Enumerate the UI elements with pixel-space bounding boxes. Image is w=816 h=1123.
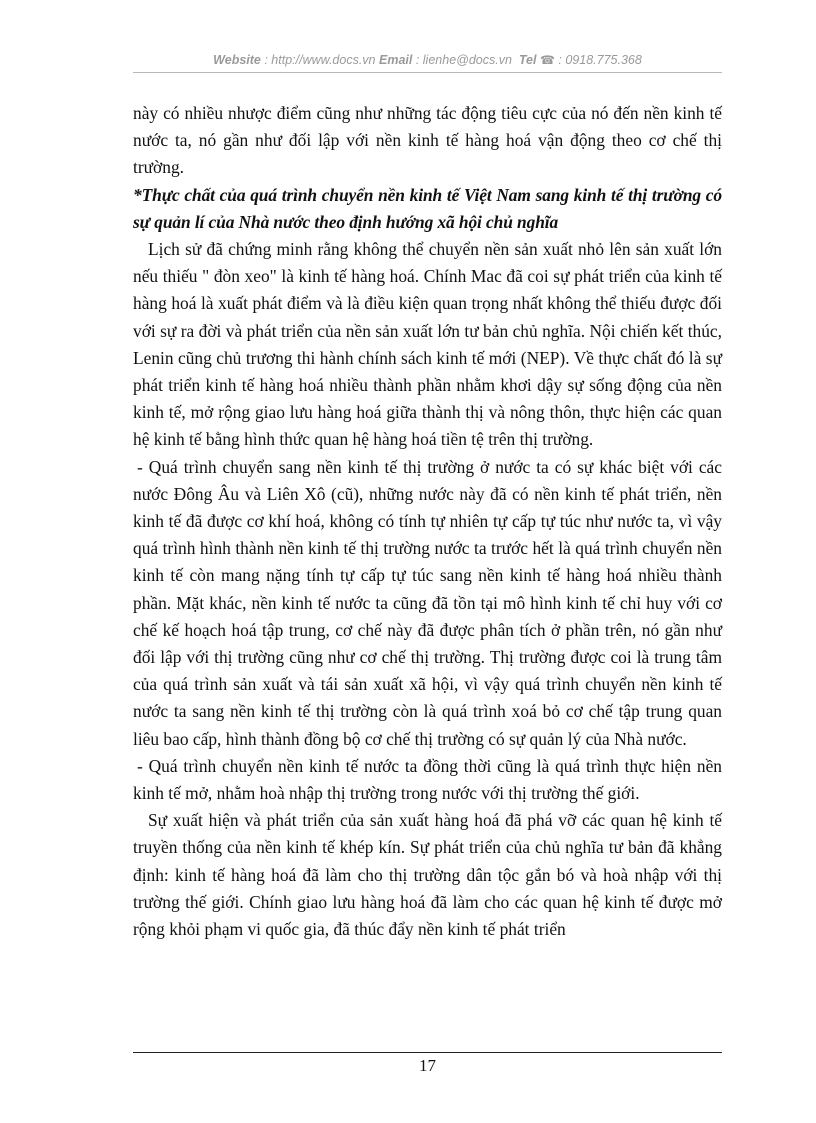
website-separator: : <box>260 53 272 67</box>
paragraph-commodity-production: Sự xuất hiện và phát triển của sản xuất hàng hoá đã phá vỡ các quan hệ kinh tế truyền thống của nền kinh tế khép kín. Sự phát triển của chủ nghĩa tư bản đã khẳng định: kinh tế hàng hoá đã làm cho thị trường dân tộc gắn bó và hoà nhập với thị trường thế giới. Chính giao lưu hàng hoá đã làm cho các quan hệ kinh tế được mở rộng khỏi phạm vi quốc gia, đã thúc đẩy nền kinh tế phát triển <box>133 810 722 940</box>
tel-number: 0918.775.368 <box>565 53 642 67</box>
page-number: 17 <box>419 1056 436 1075</box>
email-separator: : <box>412 53 423 67</box>
website-label: Website <box>213 53 261 67</box>
paragraph-history: Lịch sử đã chứng minh rằng không thể chuyển nền sản xuất nhỏ lên sản xuất lớn nếu thiếu " đòn xeo" là kinh tế hàng hoá. Chính Mac đã coi sự phát triển của kinh tế hàng hoá là xuất phát điểm và là điều kiện quan trọng nhất không thể thiếu được đối với sự ra đời và phát triển của nền sản xuất lớn tư bản chủ nghĩa. Nội chiến kết thúc, Lenin cũng chủ trương thi hành chính sách kinh tế mới (NEP). Về thực chất đó là sự phát triển kinh tế hàng hoá nhiều thành phần nhằm khơi dậy sự sống động của nền kinh tế, mở rộng giao lưu hàng hoá giữa thành thị và nông thôn, thực hiện các quan hệ kinh tế bằng hình thức quan hệ hàng hoá tiền tệ trên thị trường. <box>133 239 722 450</box>
page-header <box>133 50 722 73</box>
document-body <box>133 100 722 943</box>
email-address-link[interactable]: lienhe@docs.vn <box>422 53 512 67</box>
section-heading: *Thực chất của quá trình chuyển nền kinh tế Việt Nam sang kinh tế thị trường có sự quản lí của Nhà nước theo định hướng xã hội chủ nghĩa <box>133 184 722 232</box>
paragraph-open-economy: - Quá trình chuyển nền kinh tế nước ta đồng thời cũng là quá trình thực hiện nền kinh tế mở, nhằm hoà nhập thị trường trong nước với thị trường thế giới. <box>133 755 722 804</box>
paragraph-transition-difference: - Quá trình chuyển sang nền kinh tế thị trường ở nước ta có sự khác biệt với các nước Đông Âu và Liên Xô (cũ), những nước này đã có nền kinh tế phát triển, nền kinh tế đã được cơ khí hoá, không có tính tự nhiên tự cấp tự túc như nước ta, vì vậy quá trình hình thành nền kinh tế thị trường nước ta trước hết là quá trình chuyển nền kinh tế còn mang nặng tính tự cấp tự túc sang nền kinh tế hàng hoá nhiều thành phần. Mặt khác, nền kinh tế nước ta cũng đã tồn tại mô hình kinh tế chỉ huy với cơ chế kế hoạch hoá tập trung, cơ chế này đã được phân tích ở phần trên, nó gần như đối lập với thị trường cũng như cơ chế thị trường. Thị trường được coi là trung tâm của quá trình sản xuất và tái sản xuất xã hội, vì vậy quá trình chuyển nền kinh tế nước ta sang nền kinh tế thị trường còn là quá trình xoá bỏ cơ chế tập trung quan liêu bao cấp, hình thành đồng bộ cơ chế thị trường có sự quản lý của Nhà nước. <box>133 456 722 749</box>
website-url-link[interactable]: http://www.docs.vn <box>271 53 376 67</box>
tel-label: Tel <box>518 53 537 67</box>
footer-divider <box>133 1052 722 1053</box>
email-label: Email <box>379 53 413 67</box>
paragraph-continuation: này có nhiều nhược điểm cũng như những tác động tiêu cực của nó đến nền kinh tế nước ta, nó gần như đối lập với nền kinh tế hàng hoá vận động theo cơ chế thị trường. <box>133 103 722 178</box>
phone-icon: ☎ <box>539 53 555 67</box>
tel-separator: : <box>554 53 566 67</box>
